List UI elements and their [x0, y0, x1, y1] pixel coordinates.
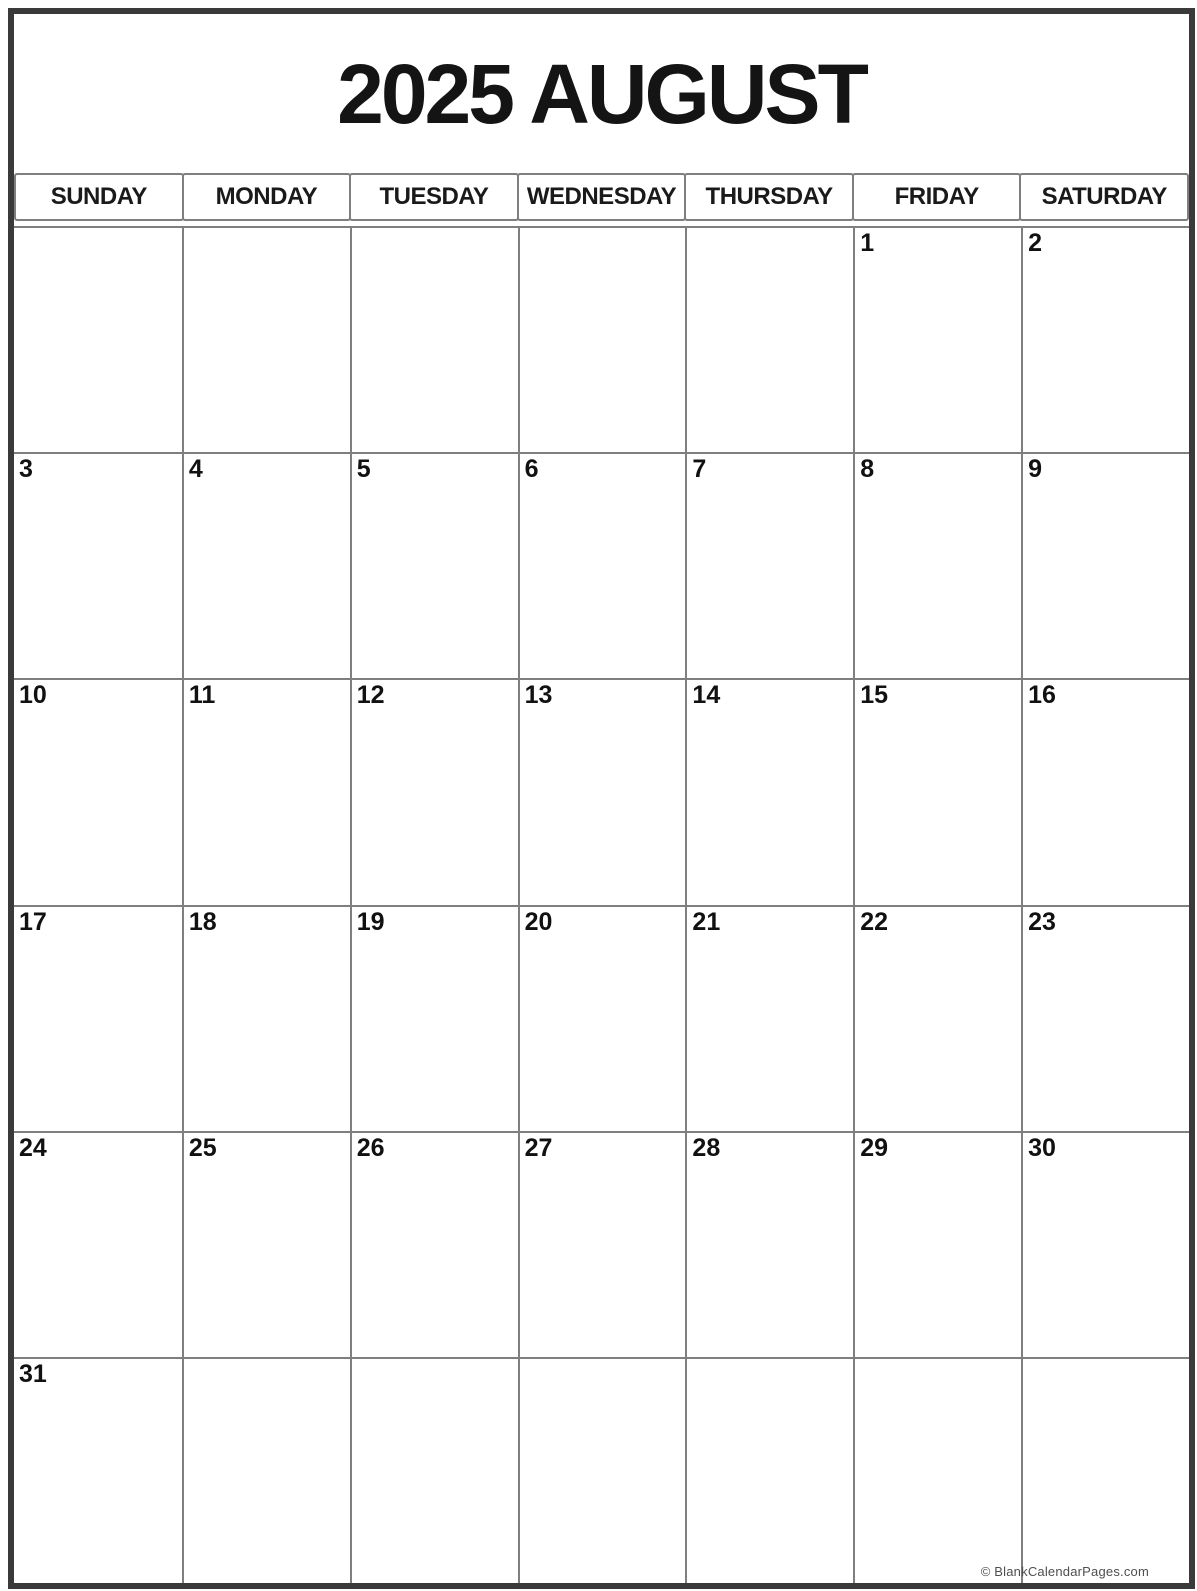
day-cell — [14, 1357, 182, 1583]
day-cell — [182, 1131, 350, 1357]
day-cell — [518, 678, 686, 904]
date-number: 7 — [692, 455, 707, 484]
date-number: 26 — [356, 1133, 385, 1162]
date-number: 28 — [692, 1133, 721, 1162]
day-cell — [853, 905, 1021, 1131]
date-number: 25 — [188, 1133, 217, 1162]
day-cell — [685, 1357, 853, 1583]
date-number: 14 — [692, 681, 721, 710]
date-number: 6 — [524, 455, 539, 484]
weekday-header-monday: MONDAY — [182, 173, 352, 221]
weekday-header-saturday: SATURDAY — [1019, 173, 1189, 221]
date-number: 30 — [1028, 1133, 1056, 1162]
date-number: 10 — [19, 681, 47, 710]
day-cell — [182, 226, 350, 452]
day-cell — [14, 905, 182, 1131]
date-number: 20 — [524, 907, 553, 936]
day-cell — [685, 905, 853, 1131]
date-number: 16 — [1028, 681, 1056, 710]
day-cell — [14, 452, 182, 678]
day-cell — [1021, 452, 1189, 678]
date-number: 31 — [19, 1359, 47, 1388]
day-cell — [685, 678, 853, 904]
date-number: 2 — [1028, 229, 1043, 257]
day-cell — [518, 452, 686, 678]
day-cell — [685, 1131, 853, 1357]
day-cell — [853, 1357, 1021, 1583]
date-number: 18 — [188, 907, 217, 936]
day-cell — [14, 1131, 182, 1357]
weekday-header-tuesday: TUESDAY — [349, 173, 519, 221]
calendar-frame — [8, 8, 1195, 1589]
date-number: 22 — [860, 907, 889, 936]
day-cell — [518, 1357, 686, 1583]
weekday-header-wednesday: WEDNESDAY — [517, 173, 687, 221]
date-number: 8 — [860, 455, 875, 484]
title-row — [14, 14, 1189, 173]
day-cell — [350, 678, 518, 904]
day-cell — [14, 678, 182, 904]
calendar-grid — [14, 226, 1189, 1583]
day-cell — [685, 226, 853, 452]
day-cell — [350, 226, 518, 452]
copyright-text: © BlankCalendarPages.com — [980, 1564, 1149, 1579]
day-cell — [1021, 1357, 1189, 1583]
day-cell — [14, 226, 182, 452]
date-number: 1 — [860, 229, 875, 257]
day-cell — [853, 678, 1021, 904]
day-cell — [1021, 905, 1189, 1131]
day-cell — [350, 452, 518, 678]
date-number: 19 — [356, 907, 385, 936]
day-cell — [182, 452, 350, 678]
weekday-header-thursday: THURSDAY — [684, 173, 854, 221]
weekday-header-sunday: SUNDAY — [14, 173, 184, 221]
date-number: 5 — [356, 455, 371, 484]
day-cell — [853, 226, 1021, 452]
day-cell — [1021, 678, 1189, 904]
date-number: 11 — [188, 681, 216, 710]
date-number: 23 — [1028, 907, 1056, 936]
day-cell — [182, 905, 350, 1131]
date-number: 12 — [356, 681, 385, 710]
day-cell — [853, 1131, 1021, 1357]
day-cell — [350, 1131, 518, 1357]
date-number: 24 — [19, 1133, 47, 1162]
day-cell — [1021, 1131, 1189, 1357]
day-cell — [518, 226, 686, 452]
weekday-header-row — [14, 173, 1189, 221]
date-number: 27 — [524, 1133, 553, 1162]
date-number: 13 — [524, 681, 553, 710]
day-cell — [182, 1357, 350, 1583]
day-cell — [853, 452, 1021, 678]
day-cell — [350, 905, 518, 1131]
date-number: 3 — [19, 455, 33, 484]
date-number: 29 — [860, 1133, 889, 1162]
day-cell — [685, 452, 853, 678]
weekday-header-friday: FRIDAY — [852, 173, 1022, 221]
day-cell — [518, 1131, 686, 1357]
day-cell — [1021, 226, 1189, 452]
calendar-title: 2025 AUGUST — [337, 46, 866, 141]
date-number: 9 — [1028, 455, 1043, 484]
date-number: 15 — [860, 681, 889, 710]
day-cell — [182, 678, 350, 904]
day-cell — [518, 905, 686, 1131]
date-number: 4 — [188, 455, 203, 484]
date-number: 17 — [19, 907, 47, 936]
day-cell — [350, 1357, 518, 1583]
date-number: 21 — [692, 907, 721, 936]
